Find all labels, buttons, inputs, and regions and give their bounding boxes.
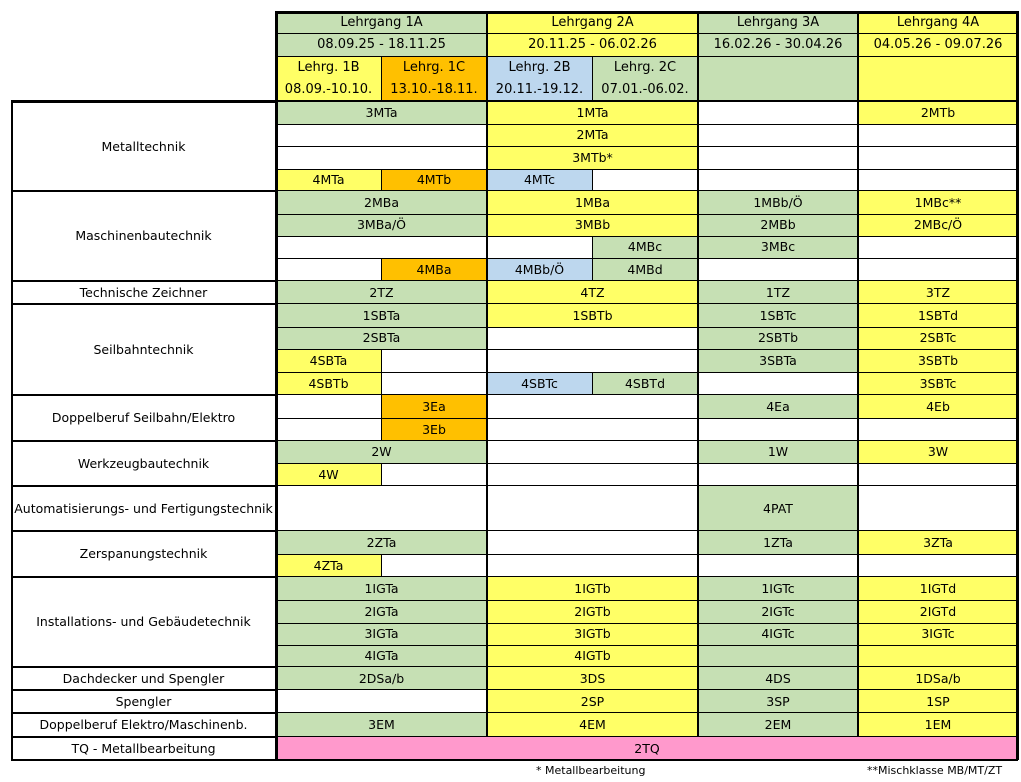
grid-line — [276, 645, 1018, 646]
grid-line — [276, 600, 1018, 601]
lehrgang-2c-title: Lehrg. 2C — [592, 56, 698, 79]
grid-line — [276, 214, 1018, 215]
grid-line — [276, 349, 1018, 350]
class-cell: 4ZTa — [276, 554, 381, 577]
class-cell: 2SBTb — [698, 327, 858, 349]
empty-cell — [698, 102, 858, 124]
class-cell: 3MBb — [487, 214, 698, 236]
empty-cell — [858, 236, 1018, 258]
empty-cell — [381, 349, 487, 372]
class-cell: 3SBTb — [858, 349, 1018, 372]
lehrgang-1a-title: Lehrgang 1A — [276, 12, 487, 34]
class-cell: 1SBTb — [487, 304, 698, 327]
lehrgang-2b-dates: 20.11.-19.12. — [487, 79, 592, 101]
class-cell: 2IGTd — [858, 600, 1018, 623]
empty-cell — [858, 146, 1018, 169]
empty-cell — [276, 486, 487, 531]
empty-cell — [698, 169, 858, 191]
class-cell: 1SP — [858, 690, 1018, 713]
group-label: Zerspanungstechnik — [79, 546, 208, 561]
class-cell: 2IGTb — [487, 600, 698, 623]
empty-cell — [858, 258, 1018, 281]
grid-line — [592, 236, 593, 281]
lehrgang-3a-sub-empty — [698, 56, 858, 101]
lehrgang-4a-sub-empty — [858, 56, 1018, 101]
class-cell: 1SBTd — [858, 304, 1018, 327]
empty-cell — [487, 236, 592, 258]
empty-cell — [276, 395, 381, 418]
empty-cell — [276, 124, 487, 146]
class-cell: 1SBTc — [698, 304, 858, 327]
class-cell: 2SBTa — [276, 327, 487, 349]
grid-line — [276, 236, 1018, 237]
class-cell: 3TZ — [858, 281, 1018, 304]
grid-line — [276, 258, 1018, 259]
empty-cell — [698, 418, 858, 441]
class-cell: 2IGTc — [698, 600, 858, 623]
grid-line — [697, 11, 699, 737]
empty-cell — [487, 554, 698, 577]
class-cell: 4MBc — [592, 236, 698, 258]
class-cell: 3MBc — [698, 236, 858, 258]
grid-line — [276, 56, 1018, 57]
class-cell: 3IGTb — [487, 623, 698, 645]
empty-cell — [858, 554, 1018, 577]
empty-cell — [858, 124, 1018, 146]
grid-line — [381, 258, 382, 281]
empty-cell — [858, 486, 1018, 531]
grid-line — [276, 100, 1018, 102]
class-cell: 1EM — [858, 713, 1018, 737]
class-cell: 2MTa — [487, 124, 698, 146]
class-cell: 4MTa — [276, 169, 381, 191]
grid-line — [592, 372, 593, 395]
class-cell: 3Eb — [381, 418, 487, 441]
class-cell: 2MTb — [858, 102, 1018, 124]
empty-cell — [487, 463, 698, 486]
lehrgang-1b-dates: 08.09.-10.10. — [276, 79, 381, 101]
class-cell: 2DSa/b — [276, 667, 487, 690]
empty-cell — [487, 418, 698, 441]
grid-line — [276, 623, 1018, 624]
class-cell: 4Eb — [858, 395, 1018, 418]
group-label: Spengler — [115, 693, 172, 709]
grid-line — [11, 100, 276, 103]
class-cell: 4MBd — [592, 258, 698, 281]
grid-line — [381, 349, 382, 395]
grid-line — [276, 146, 1018, 147]
class-cell: 2ZTa — [276, 531, 487, 554]
grid-line — [276, 327, 1018, 328]
class-cell: 1W — [698, 441, 858, 463]
class-cell: 1IGTa — [276, 577, 487, 600]
lehrgang-4a-title: Lehrgang 4A — [858, 12, 1018, 34]
empty-cell — [487, 531, 698, 554]
class-cell: 1SBTa — [276, 304, 487, 327]
group-label: TQ - Metallbearbeitung — [71, 740, 216, 756]
class-cell: 3MBa/Ö — [276, 214, 487, 236]
grid-line — [11, 100, 13, 760]
empty-cell — [698, 146, 858, 169]
empty-cell — [858, 645, 1018, 667]
grid-line — [276, 169, 1018, 170]
class-cell: 4W — [276, 463, 381, 486]
class-cell: 3DS — [487, 667, 698, 690]
group-label: Maschinenbautechnik — [75, 228, 212, 243]
class-cell: 4SBTc — [487, 372, 592, 395]
empty-cell — [276, 146, 487, 169]
footnote-metallbearbeitung: * Metallbearbeitung — [536, 764, 646, 777]
class-cell: 2IGTa — [276, 600, 487, 623]
lehrgang-3a-title: Lehrgang 3A — [698, 12, 858, 34]
class-cell: 4MBb/Ö — [487, 258, 592, 281]
group-label: Installations- und Gebäudetechnik — [36, 614, 251, 629]
group-label: Seilbahntechnik — [93, 341, 194, 357]
group-label: Technische Zeichner — [79, 284, 208, 300]
lehrgang-2c-dates: 07.01.-06.02. — [592, 79, 698, 101]
class-cell: 3SP — [698, 690, 858, 713]
grid-line — [1016, 11, 1019, 760]
grid-line — [592, 56, 593, 101]
grid-line — [381, 554, 382, 577]
class-cell: 4EM — [487, 713, 698, 737]
class-cell: 1ZTa — [698, 531, 858, 554]
empty-cell — [487, 349, 698, 372]
grid-line — [276, 463, 1018, 464]
class-cell: 3Ea — [381, 395, 487, 418]
class-cell: 1MBc** — [858, 191, 1018, 214]
class-cell: 4IGTb — [487, 645, 698, 667]
group-label: Doppelberuf Seilbahn/Elektro — [51, 410, 236, 425]
class-cell: 4PAT — [698, 486, 858, 531]
empty-cell — [381, 463, 487, 486]
class-cell: 4Ea — [698, 395, 858, 418]
empty-cell — [698, 645, 858, 667]
empty-cell — [487, 441, 698, 463]
grid-line — [276, 33, 1018, 34]
grid-line — [381, 169, 382, 191]
class-cell: 4SBTb — [276, 372, 381, 395]
lehrgang-2a-dates: 20.11.25 - 06.02.26 — [487, 34, 698, 56]
empty-cell — [698, 258, 858, 281]
class-cell: 1MBa — [487, 191, 698, 214]
empty-cell — [381, 372, 487, 395]
lehrgang-4a-dates: 04.05.26 - 09.07.26 — [858, 34, 1018, 56]
empty-cell — [276, 690, 487, 713]
class-cell: 3IGTc — [858, 623, 1018, 645]
empty-cell — [858, 169, 1018, 191]
class-cell: 4SBTa — [276, 349, 381, 372]
class-cell: 2W — [276, 441, 487, 463]
class-cell: 1IGTc — [698, 577, 858, 600]
class-cell: 4TZ — [487, 281, 698, 304]
empty-cell — [487, 327, 698, 349]
empty-cell — [487, 486, 698, 531]
grid-line — [857, 11, 859, 737]
class-cell: 2MBa — [276, 191, 487, 214]
grid-line — [276, 418, 1018, 419]
class-cell: 1TZ — [698, 281, 858, 304]
class-cell: 3EM — [276, 713, 487, 737]
class-cell: 3SBTa — [698, 349, 858, 372]
class-cell: 3MTb* — [487, 146, 698, 169]
empty-cell — [698, 554, 858, 577]
class-cell: 4MBa — [381, 258, 487, 281]
grid-line — [276, 372, 1018, 373]
grid-line — [276, 124, 1018, 125]
lehrgang-1c-title: Lehrg. 1C — [381, 56, 487, 79]
class-cell: 1IGTb — [487, 577, 698, 600]
group-label: Doppelberuf Elektro/Maschinenb. — [39, 717, 248, 732]
class-cell: 1MTa — [487, 102, 698, 124]
lehrgang-1c-dates: 13.10.-18.11. — [381, 79, 487, 101]
grid-line — [592, 169, 593, 191]
class-cell: 2MBc/Ö — [858, 214, 1018, 236]
class-cell: 2TQ — [276, 737, 1018, 760]
group-label: Metalltechnik — [101, 138, 186, 154]
grid-line — [381, 463, 382, 486]
empty-cell — [858, 463, 1018, 486]
grid-line — [381, 56, 382, 101]
grid-line — [381, 395, 382, 441]
lehrgang-1b-title: Lehrg. 1B — [276, 56, 381, 79]
class-cell: 2SP — [487, 690, 698, 713]
lehrgang-3a-dates: 16.02.26 - 30.04.26 — [698, 34, 858, 56]
class-cell: 4MTb — [381, 169, 487, 191]
group-label: Dachdecker und Spengler — [62, 670, 225, 686]
empty-cell — [858, 418, 1018, 441]
empty-cell — [381, 554, 487, 577]
class-cell: 3SBTc — [858, 372, 1018, 395]
lehrgang-1a-dates: 08.09.25 - 18.11.25 — [276, 34, 487, 56]
class-cell: 4DS — [698, 667, 858, 690]
class-cell: 4MTc — [487, 169, 592, 191]
grid-line — [275, 11, 278, 760]
empty-cell — [276, 258, 381, 281]
class-cell: 4IGTa — [276, 645, 487, 667]
class-cell: 2MBb — [698, 214, 858, 236]
class-cell: 2EM — [698, 713, 858, 737]
empty-cell — [592, 169, 698, 191]
grid-line — [486, 11, 488, 737]
empty-cell — [698, 463, 858, 486]
class-cell: 4IGTc — [698, 623, 858, 645]
class-cell: 1DSa/b — [858, 667, 1018, 690]
empty-cell — [276, 236, 487, 258]
class-cell: 4SBTd — [592, 372, 698, 395]
lehrgang-2b-title: Lehrg. 2B — [487, 56, 592, 79]
empty-cell — [487, 395, 698, 418]
class-cell: 3IGTa — [276, 623, 487, 645]
class-cell: 1IGTd — [858, 577, 1018, 600]
grid-line — [276, 554, 1018, 555]
grid-line — [276, 11, 1018, 14]
group-label: Automatisierungs- und Fertigungstechnik — [14, 501, 273, 516]
lehrgang-2a-title: Lehrgang 2A — [487, 12, 698, 34]
grid-line — [11, 759, 1018, 761]
empty-cell — [276, 418, 381, 441]
footnote-mischklasse: **Mischklasse MB/MT/ZT — [867, 764, 1003, 777]
empty-cell — [698, 372, 858, 395]
class-cell: 2TZ — [276, 281, 487, 304]
class-cell: 3ZTa — [858, 531, 1018, 554]
empty-cell — [698, 124, 858, 146]
group-label: Werkzeugbautechnik — [77, 455, 210, 471]
class-cell: 2SBTc — [858, 327, 1018, 349]
class-cell: 3MTa — [276, 102, 487, 124]
class-cell: 1MBb/Ö — [698, 191, 858, 214]
class-cell: 3W — [858, 441, 1018, 463]
